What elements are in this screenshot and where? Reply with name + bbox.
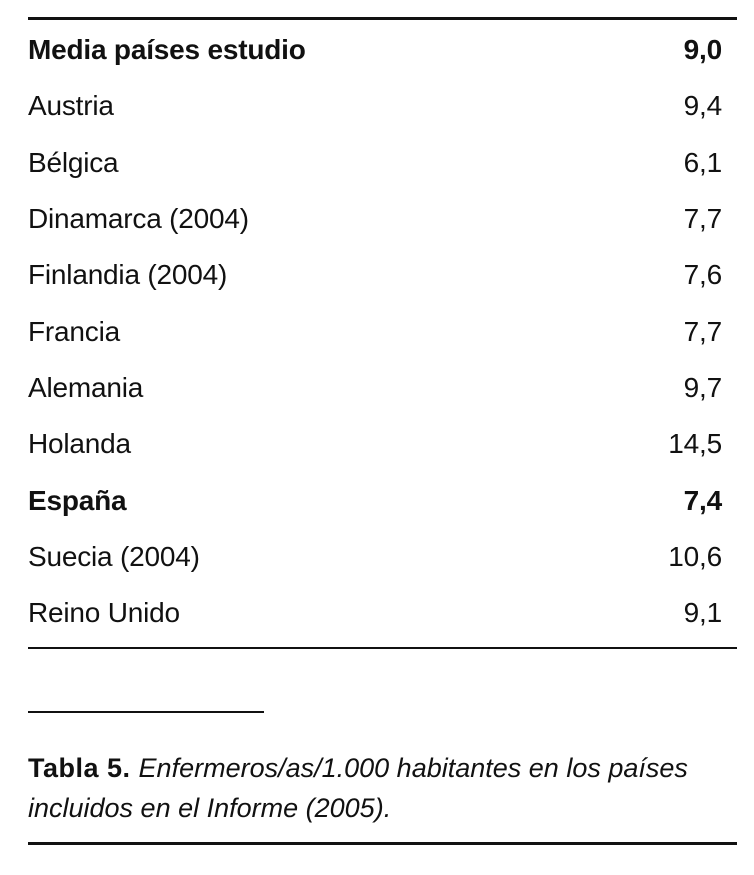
row-value: 7,7: [683, 315, 722, 347]
row-label: Bélgica: [28, 146, 119, 178]
table-bottom-rule: [28, 647, 737, 649]
table-row: [28, 303, 722, 359]
table-caption: [28, 748, 737, 828]
row-label: Austria: [28, 90, 114, 122]
table-row: [28, 360, 722, 416]
table-row: [28, 416, 722, 472]
row-label: Dinamarca (2004): [28, 203, 249, 235]
row-label: Media países estudio: [28, 34, 306, 66]
row-label: Reino Unido: [28, 597, 180, 629]
row-label: España: [28, 484, 127, 516]
row-label: Finlandia (2004): [28, 259, 228, 291]
row-value: 6,1: [683, 146, 722, 178]
table-row: [28, 472, 722, 528]
row-value: 9,4: [683, 90, 722, 122]
row-label: Francia: [28, 315, 120, 347]
row-value: 14,5: [668, 428, 722, 460]
row-value: 7,4: [683, 484, 722, 516]
row-value: 9,7: [683, 371, 722, 403]
footnote-rule: [28, 711, 264, 713]
table-row: [28, 191, 722, 247]
data-table: [28, 22, 722, 641]
row-value: 9,0: [683, 34, 722, 66]
row-value: 7,6: [683, 259, 722, 291]
caption-label: Tabla 5.: [28, 753, 139, 783]
row-value: 7,7: [683, 203, 722, 235]
caption-bottom-rule: [28, 842, 737, 845]
row-label: Suecia (2004): [28, 540, 200, 572]
table-top-rule: [28, 17, 737, 20]
table-row: [28, 247, 722, 303]
table-row: [28, 22, 722, 78]
table-row: [28, 135, 722, 191]
row-label: Alemania: [28, 371, 144, 403]
table-row: [28, 529, 722, 585]
row-value: 10,6: [668, 540, 722, 572]
row-value: 9,1: [683, 597, 722, 629]
row-label: Holanda: [28, 428, 131, 460]
table-row: [28, 585, 722, 641]
table-row: [28, 78, 722, 134]
caption-text: Enfermeros/as/1.000 habitantes en los países incluidos en el Informe (2005).: [28, 753, 688, 823]
